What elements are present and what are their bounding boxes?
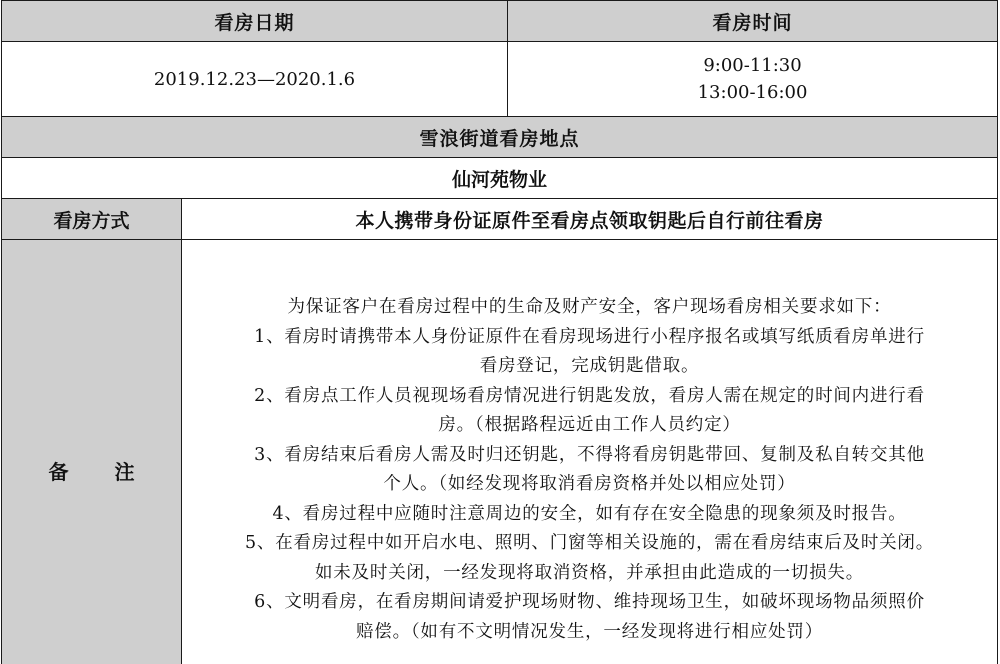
morning-slot: 9:00-11:30 <box>703 55 802 76</box>
afternoon-slot: 13:00-16:00 <box>697 82 808 103</box>
location-section-title: 雪浪街道看房地点 <box>2 117 998 158</box>
notes-label-part: 注 <box>114 459 135 484</box>
method-value: 本人携带身份证原件至看房点领取钥匙后自行前往看房 <box>182 199 998 240</box>
time-slots <box>508 42 998 117</box>
time-header: 看房时间 <box>508 1 998 42</box>
date-range: 2019.12.23—2020.1.6 <box>2 42 508 117</box>
notes-line: 2、看房点工作人员视现场看房情况进行钥匙发放，看房人需在规定的时间内进行看 <box>254 385 925 406</box>
notes-line: 3、看房结束后看房人需及时归还钥匙，不得将看房钥匙带回、复制及私自转交其他 <box>254 444 925 465</box>
method-row <box>2 199 998 240</box>
schedule-row <box>2 42 998 117</box>
method-label: 看房方式 <box>2 199 182 240</box>
notes-line: 赔偿。（如有不文明情况发生，一经发现将进行相应处罚） <box>355 621 824 642</box>
notes-line: 4、看房过程中应随时注意周边的安全，如有存在安全隐患的现象须及时报告。 <box>272 503 907 524</box>
notes-row <box>2 240 998 664</box>
notes-line: 个人。（如经发现将取消看房资格并处以相应处罚） <box>383 474 796 494</box>
notes-line: 为保证客户在看房过程中的生命及财产安全，客户现场看房相关要求如下： <box>287 297 892 317</box>
place-row <box>2 158 998 199</box>
viewing-place: 仙河苑物业 <box>2 158 998 199</box>
notes-line: 6、文明看房，在看房期间请爱护现场财物、维持现场卫生，如破坏现场物品须照价 <box>254 592 925 612</box>
notes-label <box>2 240 182 664</box>
notes-line: 如未及时关闭，一经发现将取消资格，并承担由此造成的一切损失。 <box>315 562 864 583</box>
header-row <box>2 1 998 42</box>
notes-line: 5、在看房过程中如开启水电、照明、门窗等相关设施的，需在看房结束后及时关闭。 <box>244 533 935 553</box>
notes-content <box>182 240 998 664</box>
viewing-schedule-table <box>1 0 998 664</box>
date-header: 看房日期 <box>2 1 508 42</box>
notes-label-part: 备 <box>48 459 69 484</box>
location-section-row <box>2 117 998 158</box>
notes-line: 1、看房时请携带本人身份证原件在看房现场进行小程序报名或填写纸质看房单进行 <box>254 326 925 347</box>
notes-line: 房。（根据路程远近由工作人员约定） <box>438 415 741 435</box>
notes-line: 看房登记，完成钥匙借取。 <box>479 356 700 376</box>
